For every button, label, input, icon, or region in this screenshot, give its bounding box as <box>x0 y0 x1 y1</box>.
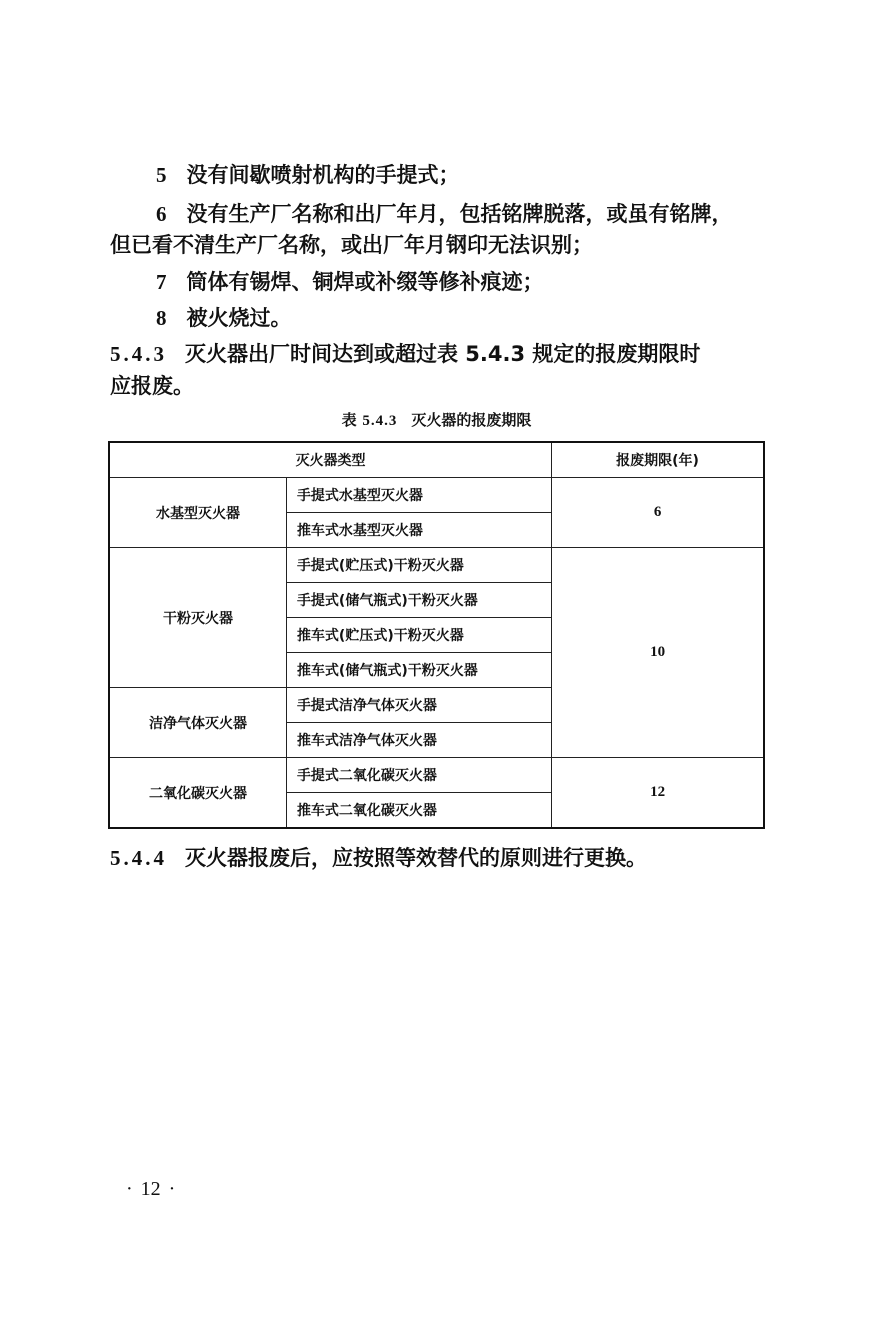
table-caption <box>0 408 873 433</box>
extinguisher-type: 手提式水基型灭火器 <box>286 478 551 513</box>
item-text: 被火烧过。 <box>186 306 292 330</box>
clause-5-4-4 <box>110 843 647 873</box>
header-period: 报废期限(年) <box>552 442 764 478</box>
extinguisher-type: 手提式(储气瓶式)干粉灭火器 <box>286 583 551 618</box>
extinguisher-type: 推车式洁净气体灭火器 <box>286 723 551 758</box>
list-item <box>156 267 544 297</box>
table-caption-number: 表 5.4.3 <box>341 413 398 429</box>
extinguisher-type: 推车式水基型灭火器 <box>286 513 551 548</box>
extinguisher-type: 推车式二氧化碳灭火器 <box>286 793 551 829</box>
item-number: 6 <box>156 202 167 226</box>
item-text: 筒体有锡焊、铜焊或补缀等修补痕迹； <box>186 270 544 294</box>
list-item-continuation <box>110 230 593 260</box>
page-number-value: 12 <box>140 1178 161 1200</box>
item-number: 7 <box>156 270 167 294</box>
table-row <box>109 758 764 793</box>
item-number: 5 <box>156 163 167 187</box>
list-item <box>156 199 733 229</box>
group-name: 洁净气体灭火器 <box>109 688 286 758</box>
extinguisher-type: 手提式洁净气体灭火器 <box>286 688 551 723</box>
period-value: 6 <box>552 478 764 548</box>
group-name: 干粉灭火器 <box>109 548 286 688</box>
extinguisher-type: 推车式(储气瓶式)干粉灭火器 <box>286 653 551 688</box>
clause-5-4-3 <box>110 339 700 369</box>
extinguisher-type: 手提式(贮压式)干粉灭火器 <box>286 548 551 583</box>
period-value: 12 <box>552 758 764 829</box>
page-dot-left: · <box>126 1178 133 1200</box>
clause-text-continued: 应报废。 <box>110 374 194 398</box>
scrap-period-table <box>108 441 765 829</box>
clause-number: 5.4.3 <box>110 342 167 366</box>
clause-text: 灭火器报废后，应按照等效替代的原则进行更换。 <box>185 846 647 870</box>
item-text-continued: 但已看不清生产厂名称，或出厂年月钢印无法识别； <box>110 233 593 257</box>
clause-number: 5.4.4 <box>110 846 167 870</box>
table-caption-text: 灭火器的报废期限 <box>411 411 532 429</box>
table-row <box>109 478 764 513</box>
page-dot-right: · <box>168 1178 176 1200</box>
item-text: 没有间歇喷射机构的手提式； <box>186 163 460 187</box>
clause-text: 灭火器出厂时间达到或超过表 5.4.3 规定的报废期限时 <box>185 342 701 366</box>
header-type: 灭火器类型 <box>109 442 552 478</box>
period-value: 10 <box>552 548 764 758</box>
extinguisher-type: 手提式二氧化碳灭火器 <box>286 758 551 793</box>
clause-5-4-3-continuation <box>110 371 194 401</box>
group-name: 水基型灭火器 <box>109 478 286 548</box>
page-number <box>118 1176 183 1202</box>
item-text: 没有生产厂名称和出厂年月，包括铭牌脱落，或虽有铭牌， <box>186 202 733 226</box>
group-name: 二氧化碳灭火器 <box>109 758 286 829</box>
table-row <box>109 548 764 583</box>
list-item <box>156 303 292 333</box>
list-item <box>156 160 460 190</box>
extinguisher-type: 推车式(贮压式)干粉灭火器 <box>286 618 551 653</box>
table-header-row <box>109 442 764 478</box>
item-number: 8 <box>156 306 167 330</box>
